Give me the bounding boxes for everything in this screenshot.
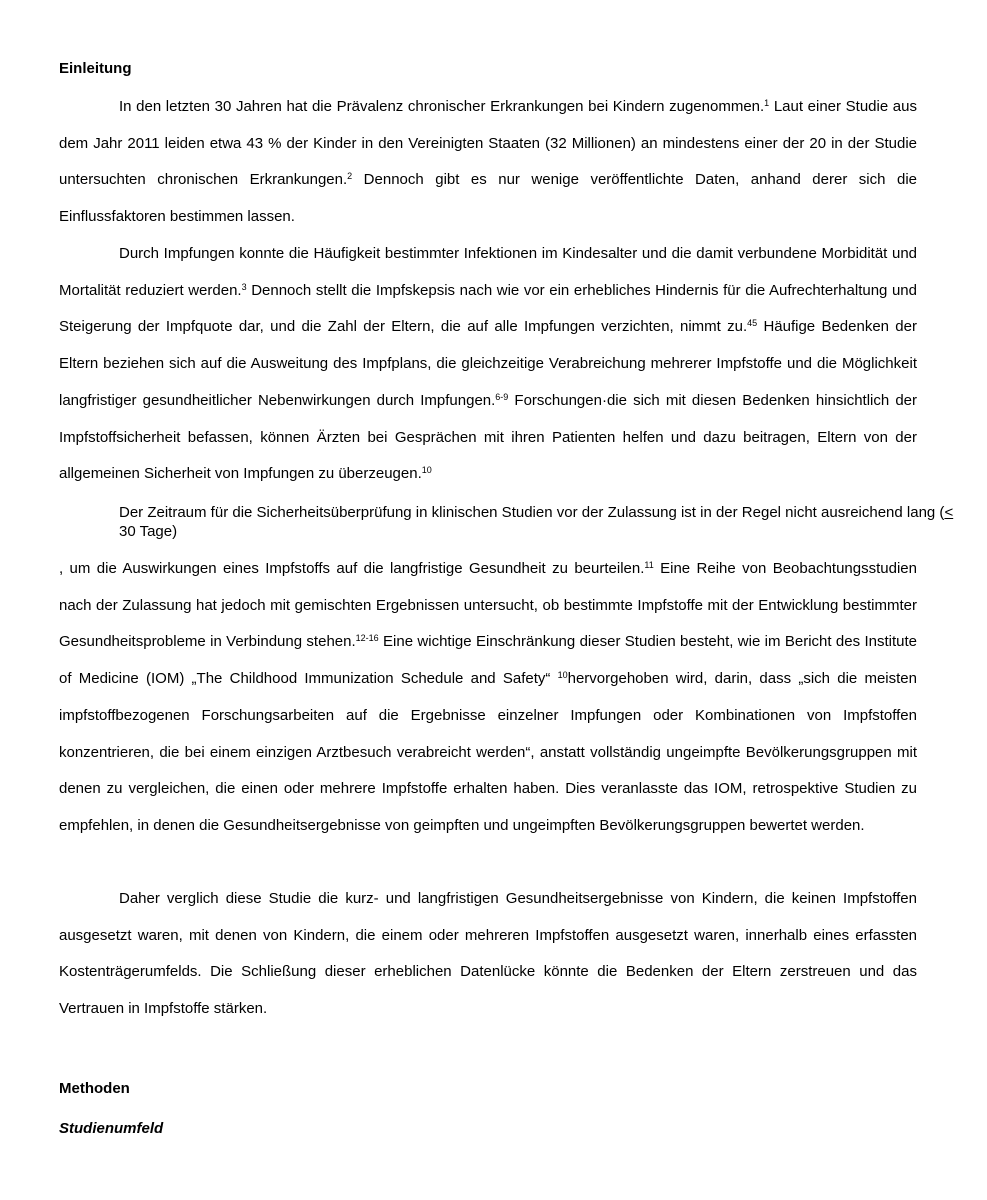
footnote-ref: 10 [557,670,568,681]
paragraph-2: Durch Impfungen konnte die Häufigkeit bestimmter Infektionen im Kindesalter und die damit verbundene Morbidität und Mortalität reduziert werden.$^3$ Dennoch stellt die Impfskepsis nach wie vor ein erhebliches Hindernis für die Aufrechterhaltung und Steigerung der Impfquote dar, und die Zahl der Eltern, die auf alle Impfungen verzichten, nimmt zu.$^{45}$ Häufige Bedenken der Eltern beziehen sich auf die Ausweitung des Impfplans, die gleichzeitige Verabreichung mehrerer Impfstoffe und die Möglichkeit langfristiger gesundheitlicher Nebenwirkungen durch Impfungen.$^{6-9}$ Forschungen·die sich mit diesen Bedenken hinsichtlich der Impfstoffsicherheit befassen, können Ärzten bei Gesprächen mit ihren Patienten helfen und dazu beitragen, Eltern von der allgemeinen Sicherheit von Impfungen zu überzeugen.$^{10}$ [59,245,918,483]
footnote-ref: 11 [644,560,654,570]
footnote-ref: 12-16 [355,633,379,644]
heading-methoden: Methoden [59,1080,130,1097]
footnote-ref: 2 [347,171,353,182]
footnote-ref: 3 [241,281,247,292]
paragraph-4: , um die Auswirkungen eines Impfstoffs auf die langfristige Gesundheit zu beurteilen.$^{11}$ Eine Reihe von Beobachtungsstudien nach der Zulassung hat jedoch mit gemischten Ergebnissen untersucht, ob bestimmte Impfstoffe mit der Entwicklung bestimmter Gesundheitsprobleme in Verbindung stehen.$^{12-16}$ Eine wichtige Einschränkung dieser Studien besteht, wie im Bericht des Institute of Medicine (IOM) „The Childhood Immunization Schedule and Safety“ $^{10}$hervorgehoben wird, darin, dass „sich die meisten impfstoffbezogenen Forschungsarbeiten auf die Ergebnisse einzelner Impfungen oder Kombinationen von Impfstoffen konzentrieren, die bei einem einzigen Arztbesuch verabreicht werden“, anstatt vollständig ungeimpfte Bevölkerungsgruppen mit denen zu vergleichen, die einen oder mehrere Impfstoffe erhalten haben. Dies veranlasste das IOM, retrospektive Studien zu empfehlen, in denen die Gesundheitsergebnisse von geimpften und ungeimpften Bevölkerungsgruppen bewertet werden. [59,560,917,834]
footnote-ref: 1 [764,98,770,108]
footnote-ref: 45 [747,318,758,329]
footnote-ref: 6-9 [495,391,509,402]
paragraph-1: In den letzten 30 Jahren hat die Prävalenz chronischer Erkrankungen bei Kindern zugenommen.$^1$ Laut einer Studie aus dem Jahr 2011 leiden etwa 43 % der Kinder in den Vereinigten Staaten (32 Millionen) an mindestens einer der 20 in der Studie untersuchten chronischen Erkrankungen.$^2$ Dennoch gibt es nur wenige veröffentlichte Daten, anhand derer sich die Einflussfaktoren bestimmen lassen. [59,98,917,226]
paragraph-3: Der Zeitraum für die Sicherheitsüberprüfung in klinischen Studien vor der Zulassung ist in der Regel nicht ausreichend lang (< 30 Tage) [119,504,954,540]
subheading-studienumfeld: Studienumfeld [59,1120,164,1137]
heading-einleitung: Einleitung [59,60,132,77]
paragraph-5: Daher verglich diese Studie die kurz- und langfristigen Gesundheitsergebnisse von Kindern, die keinen Impfstoffen ausgesetzt waren, mit denen von Kindern, die einem oder mehreren Impfstoffen ausgesetzt waren, innerhalb eines erfassten Kostenträgerumfelds. Die Schließung dieser erheblichen Datenlücke könnte die Bedenken der Eltern zerstreuen und das Vertrauen in Impfstoffe stärken. [59,890,917,1018]
footnote-ref: 10 [421,465,432,476]
